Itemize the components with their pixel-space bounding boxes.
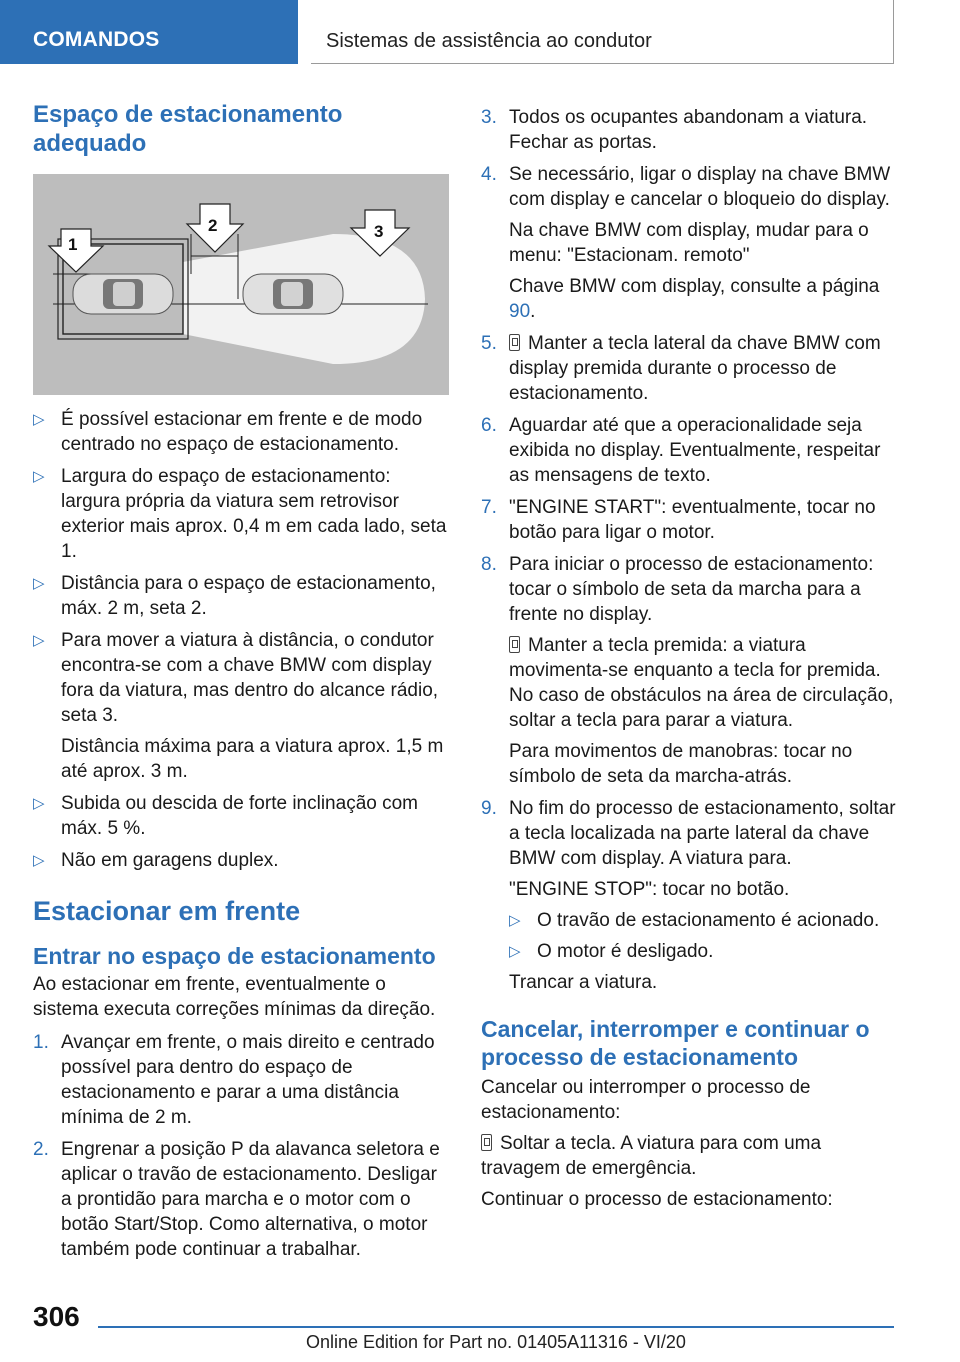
step-item: 6. Aguardar até que a operacionalidade seja exibida no display. Eventualmente, respeitar as mensagens de texto. (481, 415, 881, 486)
step-item: 3. Todos os ocupantes abandonam a viatura. Fechar as portas. (481, 107, 868, 153)
heading-enter-space: Entrar no espaço de estacionamento (33, 943, 436, 969)
key-button-icon (509, 334, 520, 351)
step-item: 1. Avançar em frente, o mais direito e centrado possível para dentro do espaço de estacionamento e parar a uma distância mínima de 2 m. (33, 1032, 435, 1128)
list-item: ▷ Largura do espaço de estacionamento: largura própria da viatura sem retrovisor exterior mais aprox. 0,4 m em cada lado, seta 1. (33, 466, 447, 562)
bullet-icon: ▷ (33, 632, 45, 649)
car-approaching-graphic (243, 274, 343, 314)
bullet-icon: ▷ (33, 468, 45, 485)
section-tab (0, 0, 298, 64)
chapter-title: Sistemas de assistência ao condutor (326, 30, 652, 52)
step-item: 4. Se necessário, ligar o display na chave BMW com display e cancelar o bloqueio do display. Na chave BMW com display, mudar para o menu: "Estacionam. remoto" Chave BMW com display, consulte a página 90. (481, 164, 891, 322)
arrow-label-2: 2 (208, 216, 218, 235)
parking-diagram (33, 174, 449, 395)
step-item: 7. "ENGINE START": eventualmente, tocar no botão para ligar o motor. (481, 497, 876, 543)
key-button-icon (481, 1134, 492, 1151)
list-item: ▷ O motor é desligado. (509, 941, 714, 962)
footer-divider (98, 1326, 894, 1328)
arrow-1-graphic (49, 229, 103, 272)
list-item: ▷ Para mover a viatura à distância, o condutor encontra-se com a chave BMW com display fora da viatura, mas dentro do alcance rádio, seta 3. Distância máxima para a viatura aprox. 1,5 m até aprox. 3 m. (33, 630, 444, 782)
heading-parking-space: Espaço de estacionamento adequado (33, 101, 343, 157)
bullet-icon: ▷ (33, 411, 45, 428)
bullet-icon: ▷ (509, 943, 521, 960)
list-item: ▷ Distância para o espaço de estacionamento, máx. 2 m, seta 2. (33, 573, 436, 619)
arrow-label-3: 3 (374, 222, 384, 241)
page-link[interactable]: 90 (509, 301, 531, 322)
car-parked-graphic (73, 274, 173, 314)
bullet-icon: ▷ (509, 912, 521, 929)
list-item: ▷ Não em garagens duplex. (33, 850, 279, 871)
section-title: COMANDOS (33, 28, 160, 51)
list-item: ▷ É possível estacionar em frente e de modo centrado no espaço de estacionamento. (33, 409, 423, 455)
step-item: 9. No fim do processo de estacionamento, soltar a tecla localizada na parte lateral da chave BMW com display. A viatura para. "ENGINE STOP": tocar no botão. ▷ O travão de estacionamento é acionado. ▷ O motor é desligado. Trancar a viatura. (481, 798, 896, 993)
requirements-list (33, 407, 449, 873)
list-item: ▷ Subida ou descida de forte inclinação com máx. 5 %. (33, 793, 419, 839)
step-item: 8. Para iniciar o processo de estacionamento: tocar o símbolo de seta da marcha para a frente no display. Manter a tecla premida: a viatura movimenta-se enquanto a tecla for premida. No caso de obstáculos na área de circulação, soltar a tecla para parar a viatura. Para movimentos de manobras: tocar no símbolo de seta da marcha-atrás. (481, 554, 894, 787)
arrow-label-1: 1 (68, 235, 78, 254)
arrow-2-graphic (187, 204, 243, 252)
chapter-tab (311, 0, 894, 64)
left-column (33, 100, 449, 1262)
step-item: 5. Manter a tecla lateral da chave BMW com display premida durante o processo de estacionamento. (481, 333, 881, 404)
bullet-icon: ▷ (33, 852, 45, 869)
heading-cancel: Cancelar, interromper e continuar o processo de estacionamento (481, 1016, 870, 1070)
right-column: 3. Todos os ocupantes abandonam a viatura. Fechar as portas. 4. Se necessário, ligar o display na chave BMW com display e cancelar o bloqueio do display. Na chave BMW com display, mudar para o menu: "Estacionam. remoto" Chave BMW com display, consulte a página 90. 5. Manter a tecla lateral da chave BMW com display premida durante o processo de estacionamento. 6. Aguardar até que a operacionalidade seja exibida no display. Eventualmente, respeitar as mensagens de texto. 7. "ENGINE START": eventualmente, tocar no botão para ligar o motor. 8. Para iniciar o processo de estacionamento: tocar o símbolo de seta da marcha para a frente no display. Manter a tecla premida: a viatura movimenta-se enquanto a tecla for premida. No caso de obstáculos na área de circulação, soltar a tecla para parar a viatura. Para movimentos de manobras: tocar no símbolo de seta da marcha-atrás. 9. No fim do processo de estacionamento, soltar a tecla localizada na parte lateral da chave BMW com display. A viatura para. "ENGINE STOP": tocar no botão. ▷ O travão de estacionamento é acionado. ▷ O motor é desligado. Trancar a viatura. Cancelar, interromper e continuar o processo de estacionamento Cancelar ou interromper o processo de estacionamento: Soltar a tecla. A viatura para com uma travagem de emergência. Continuar o processo de estacionamento: (481, 107, 896, 1210)
step-item: 2. Engrenar a posição P da alavanca seletora e aplicar o travão de estacionamento. Desligar a prontidão para marcha e o motor com o botão Start/Stop. Como alternativa, o motor também pode continuar a trabalhar. (33, 1139, 440, 1260)
page-number: 306 (33, 1301, 80, 1332)
heading-park-forward: Estacionar em frente (33, 896, 301, 926)
edition-text: Online Edition for Part no. 01405A11316 - VI/20 (306, 1332, 686, 1352)
bullet-icon: ▷ (33, 575, 45, 592)
parking-diagram-svg (33, 174, 449, 395)
key-button-icon (509, 636, 520, 653)
intro-text: Ao estacionar em frente, eventualmente o sistema executa correções mínimas da direção. (33, 974, 436, 1020)
list-item: ▷ O travão de estacionamento é acionado. (509, 910, 880, 931)
bullet-icon: ▷ (33, 795, 45, 812)
